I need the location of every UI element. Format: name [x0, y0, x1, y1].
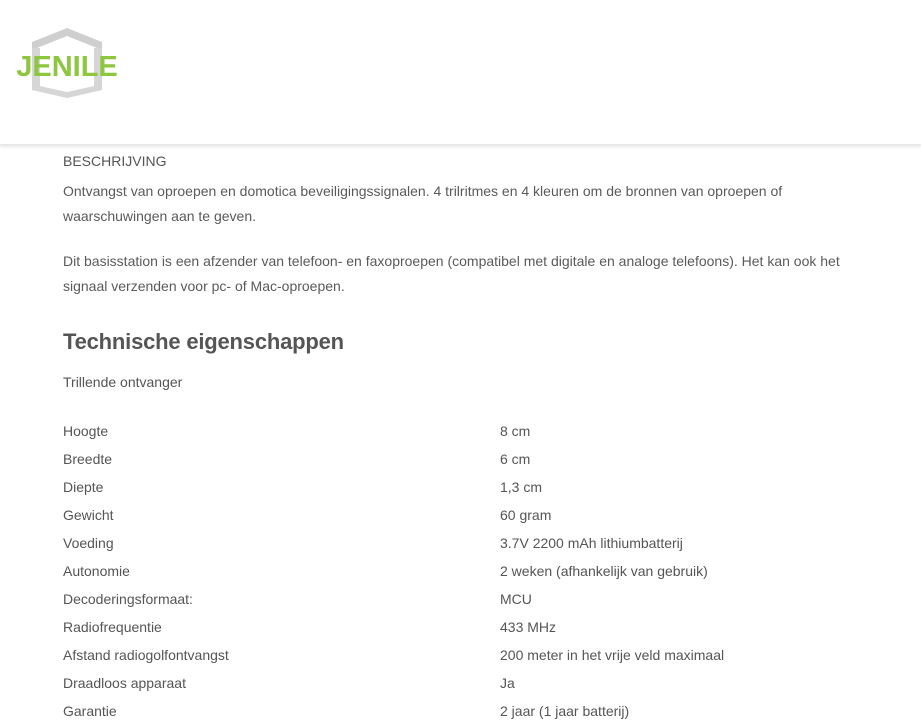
description-label: BESCHRIJVING [63, 153, 167, 169]
logo-roof-shape [32, 28, 102, 50]
jenile-logo[interactable] [10, 26, 125, 98]
logo-text: JENILE [16, 51, 118, 83]
spec-key: Voeding [63, 535, 114, 551]
spec-value: 6 cm [500, 451, 531, 467]
spec-key: Hoogte [63, 423, 109, 439]
spec-value: Ja [500, 675, 515, 691]
spec-key: Breedte [63, 451, 113, 467]
spec-row [63, 501, 863, 529]
spec-row [63, 697, 863, 725]
spec-row [63, 473, 863, 501]
spec-value: 200 meter in het vrije veld maximaal [500, 647, 725, 663]
spec-row [63, 529, 863, 557]
product-content [63, 150, 863, 725]
spec-row [63, 417, 863, 445]
spec-value: 60 gram [500, 507, 552, 523]
spec-value: 2 jaar (1 jaar batterij) [500, 703, 630, 719]
spec-row [63, 613, 863, 641]
spec-value: MCU [500, 591, 532, 607]
spec-row [63, 641, 863, 669]
spec-row [63, 585, 863, 613]
spec-value: 3.7V 2200 mAh lithiumbatterij [500, 535, 683, 551]
spec-key: Afstand radiogolfontvangst [63, 647, 229, 663]
spec-value: 2 weken (afhankelijk van gebruik) [500, 563, 708, 579]
spec-key: Gewicht [63, 507, 114, 523]
spec-row [63, 445, 863, 473]
spec-key: Draadloos apparaat [63, 675, 186, 691]
spec-key: Radiofrequentie [63, 619, 162, 635]
specs-title: Technische eigenschappen [63, 329, 344, 354]
spec-value: 433 MHz [500, 619, 557, 635]
spec-value: 1,3 cm [500, 479, 543, 495]
spec-key: Garantie [63, 703, 117, 719]
site-header [0, 0, 921, 145]
specs-table [63, 417, 863, 725]
spec-key: Decoderingsformaat: [63, 591, 193, 607]
description-paragraph-1: Ontvangst van oproepen en domotica beveiligingssignalen. 4 trilritmes en 4 kleuren om de bronnen van oproepen of waarschuwingen aan te geven. [63, 183, 783, 224]
description-paragraph-2: Dit basisstation is een afzender van telefoon- en faxoproepen (compatibel met digitale en analoge telefoons). Het kan ook het signaal verzenden voor pc- of Mac-oproepen. [63, 253, 840, 294]
spec-row [63, 669, 863, 697]
spec-row [63, 557, 863, 585]
specs-subtitle: Trillende ontvanger [63, 374, 183, 390]
spec-value: 8 cm [500, 423, 531, 439]
spec-key: Autonomie [63, 563, 130, 579]
spec-key: Diepte [63, 479, 104, 495]
